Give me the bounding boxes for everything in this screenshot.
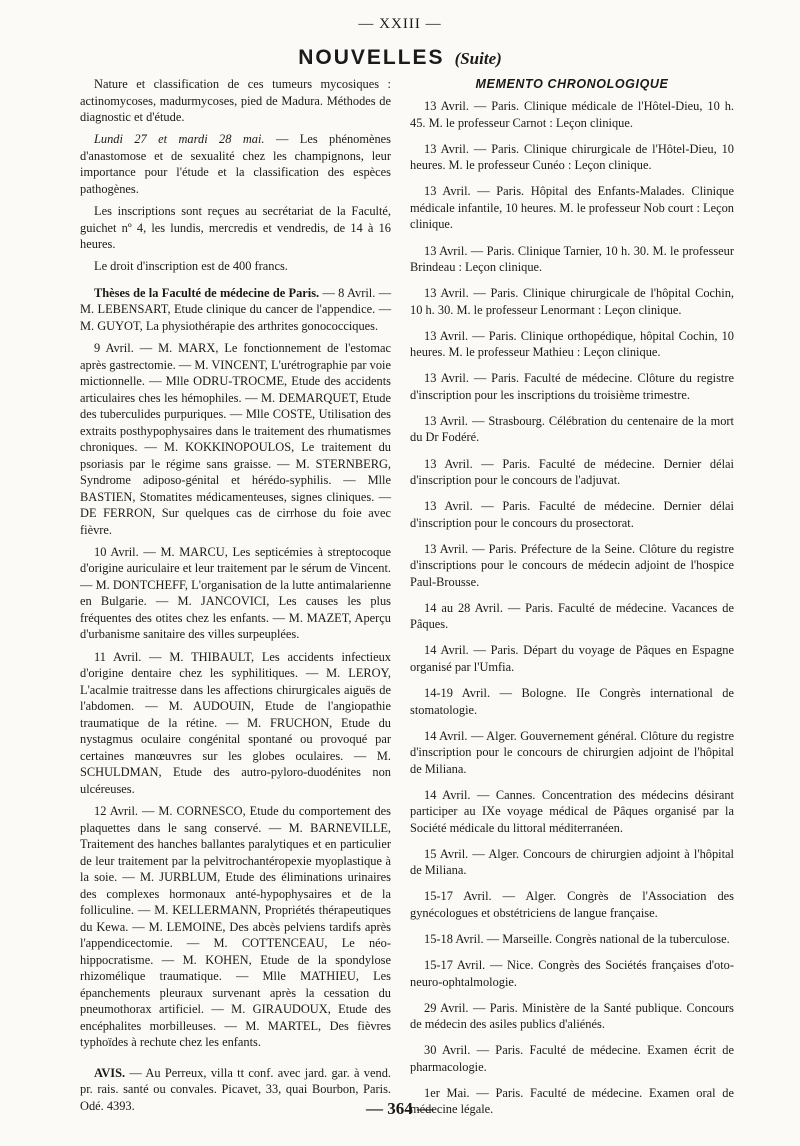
event-item: 30 Avril. — Paris. Faculté de médecine. Examen écrit de pharmacologie. <box>410 1043 734 1074</box>
event-item: 13 Avril. — Paris. Clinique médicale de l'Hôtel-Dieu, 10 h. 45. M. le professeur Carnot : Leçon clinique. <box>410 99 734 130</box>
event-item: 14 Avril. — Cannes. Concentration des médecins désirant participer au IXe voyage médical de Pâques organisé par la Société médicale du littoral méditerranéen. <box>410 787 734 835</box>
theses-day-9: 9 Avril. — M. MARX, Le fonctionnement de l'estomac après gastrectomie. — M. VINCENT, L'urétrographie par voie mictionnelle. — Mlle ODRU-TROCME, Etude des accidents articulaires ches les hémophiles. — M. DEMARQUET, Etude des tuberculides purpuriques. — Mlle COSTE, Utilisation des extraits posthypophysaires dans le traitement des rhumatismes chroniques. — M. KOKKINOPOULOS, Le traitement du psoriasis par le régime sans graisse. — M. STERNBERG, Syndrome adiposo-génital et hérédo-syphilis. — Mlle BASTIEN, Stomatites médicamenteuses, signes cliniques. — DE FERRON, Sur quelques cas de cirrhose du foie avec fièvre. <box>80 341 391 537</box>
event-item: 15 Avril. — Alger. Concours de chirurgien adjoint à l'hôpital de Miliana. <box>410 846 734 878</box>
title-suffix: (Suite) <box>454 49 502 68</box>
date-label: Lundi 27 et mardi 28 mai. <box>94 132 265 147</box>
theses-day-12: 12 Avril. — M. CORNESCO, Etude du comportement des plaquettes dans le sang conservé. — M. BARNEVILLE, Traitement des hanches ballantes paralytiques et en particulier de leur traitement par la pelvitrochantéropexie myoplastique à la soie. — M. JURBLUM, Etude des éliminations urinaires des complexes hormonaux anté-hypophysaires et de la folliculine. — M. KELLERMANN, Propriétés thérapeutiques du Kewa. — M. LEMOINE, Des abcès pelviens tardifs après l'appendicectomie. — M. COTTENCEAU, Le néo-hippocratisme. — M. KOHEN, Etude de la spondylose rhizomélique traumatique. — Mlle MATHIEU, Les épanchements pleuraux survenant après la cessation du pneumothorax artificiel. — M. GIRAUDOUX, Etude des encéphalites morbilleuses. — M. MARTEL, Des fièvres typhoïdes à rechute chez les enfants. <box>80 804 391 1050</box>
theses-day-10: 10 Avril. — M. MARCU, Les septicémies à streptocoque d'origine auriculaire et leur traitement par le sérum de Vincent. — M. DONTCHEFF, L'organisation de la lutte antimalarienne en Bulgarie. — M. JANCOVICI, Les causes les plus fréquentes des otites chez les enfants. — M. MAZET, Aperçu d'urbanisme sanitaire des villes surpeuplées. <box>80 544 391 642</box>
event-item: 13 Avril. — Paris. Clinique orthopédique, hôpital Cochin, 10 heures. M. le professeur Mathieu : Leçon clinique. <box>410 328 734 360</box>
event-item: 29 Avril. — Paris. Ministère de la Santé publique. Concours de médecin des asiles publics d'aliénés. <box>410 1000 734 1032</box>
page-title <box>0 46 800 70</box>
theses-day-11: 11 Avril. — M. THIBAULT, Les accidents infectieux d'origine dentaire chez les syphilitiques. — M. LEROY, L'acalmie traitresse dans les affections chirurgicales aiguës de l'abdomen. — M. AUDOUIN, Etude de l'angiopathie traumatique de la rétine. — M. FRUCHON, Etude du nystagmus oculaire congénital spontané ou provoqué par certaines manœuvres sur les globes oculaires. — M. SCHULDMAN, Etude des autro-pyloro-duodénites non ulcéreuses. <box>80 649 391 796</box>
avis-label: AVIS. <box>94 1065 126 1080</box>
event-item: 15-17 Avril. — Nice. Congrès des Sociétés françaises d'oto-neuro-ophtalmologie. <box>410 958 734 989</box>
event-item: 13 Avril. — Strasbourg. Célébration du centenaire de la mort du Dr Fodéré. <box>410 413 734 445</box>
theses-paragraph <box>80 285 391 335</box>
event-item: 13 Avril. — Paris. Faculté de médecine. Dernier délai d'inscription pour le concours du prosectorat. <box>410 499 734 530</box>
event-item: 15-18 Avril. — Marseille. Congrès national de la tuberculose. <box>424 931 730 946</box>
memento-heading: MEMENTO CHRONOLOGIQUE <box>475 77 669 91</box>
theses-title: Thèses de la Faculté de médecine de Paris. <box>94 285 320 300</box>
event-item: 14 Avril. — Paris. Départ du voyage de Pâques en Espagne organisé par l'Umfia. <box>410 643 734 674</box>
paragraph-text: — Les phénomènes d'anastomose et de sexualité chez les champignons, leur importance pour l'étude et la classification des espèces pathogènes. <box>80 132 391 196</box>
left-column <box>80 76 391 1120</box>
event-item: 14 Avril. — Alger. Gouvernement général. Clôture du registre d'inscription pour le concours de chirurgien adjoint de l'hôpital de Miliana. <box>410 728 734 776</box>
title-main: NOUVELLES <box>298 46 445 69</box>
page-roman-number: — XXIII — <box>358 16 442 32</box>
paragraph <box>80 131 391 197</box>
page-number: — 364 — <box>366 1099 434 1118</box>
paragraph: Le droit d'inscription est de 400 francs. <box>94 259 288 274</box>
event-item: 1er Mai. — Paris. Faculté de médecine. Examen oral de médecine légale. <box>410 1085 734 1117</box>
event-item: 13 Avril. — Paris. Préfecture de la Seine. Clôture du registre d'inscriptions pour le concours de médecin adjoint de l'hospice Paul-Brousse. <box>410 541 734 589</box>
paragraph: Nature et classification de ces tumeurs mycosiques : actinomycoses, madurmycoses, pied de Madura. Méthodes de diagnostic et d'étude. <box>80 77 391 124</box>
paragraph-text: — 8 Avril. — M. LEBENSART, Etude clinique du cancer de l'appendice. — M. GUYOT, La physiothérapie des arthrites gonococciques. <box>80 285 392 333</box>
event-item: 14-19 Avril. — Bologne. IIe Congrès international de stomatologie. <box>410 686 734 717</box>
event-item: 13 Avril. — Paris. Faculté de médecine. Dernier délai d'inscription pour le concours de l'adjuvat. <box>410 456 734 488</box>
event-item: 13 Avril. — Paris. Clinique chirurgicale de l'Hôtel-Dieu, 10 heures. M. le professeur Cunéo : Leçon clinique. <box>410 141 734 173</box>
paragraph: Les inscriptions sont reçues au secrétariat de la Faculté, guichet nº 4, les lundis, mercredis et vendredis, de 14 à 16 heures. <box>80 204 391 252</box>
event-item: 15-17 Avril. — Alger. Congrès de l'Association des gynécologues et obstétriciens de langue française. <box>410 889 734 920</box>
event-item: 13 Avril. — Paris. Hôpital des Enfants-Malades. Clinique médicale infantile, 10 heures. M. le professeur Nob court : Leçon clinique. <box>410 184 734 232</box>
event-item: 13 Avril. — Paris. Faculté de médecine. Clôture du registre d'inscription pour les inscriptions du troisième trimestre. <box>410 371 734 402</box>
event-item: 13 Avril. — Paris. Clinique chirurgicale de l'hôpital Cochin, 10 h. 30. M. le professeur Lenormant : Leçon clinique. <box>410 286 734 317</box>
event-item: 14 au 28 Avril. — Paris. Faculté de médecine. Vacances de Pâques. <box>410 600 734 632</box>
paragraph-text: — Au Perreux, villa tt conf. avec jard. gar. à vend. pr. rais. santé ou convales. Picavet, 33, quai Bourbon, Paris. Odé. 4393. <box>80 1065 391 1113</box>
right-column <box>410 76 734 1127</box>
event-item: 13 Avril. — Paris. Clinique Tarnier, 10 h. 30. M. le professeur Brindeau : Leçon clinique. <box>410 243 734 275</box>
event-list <box>410 98 734 1118</box>
